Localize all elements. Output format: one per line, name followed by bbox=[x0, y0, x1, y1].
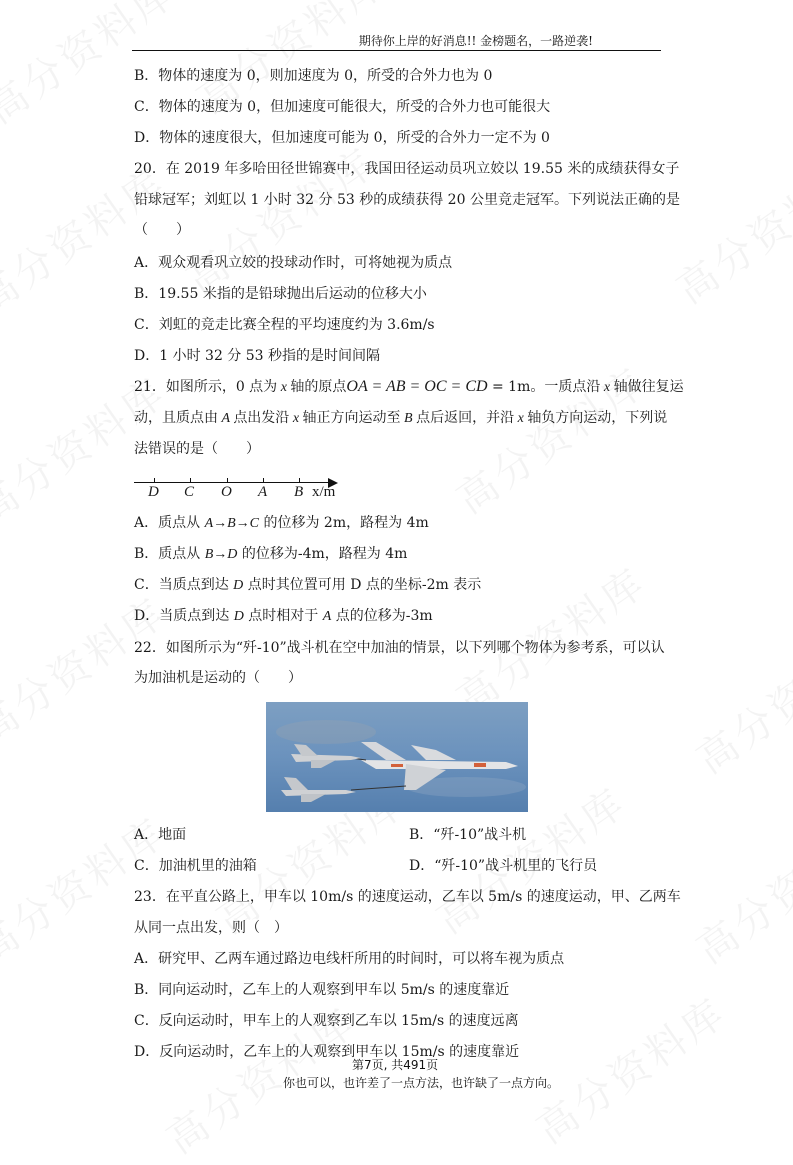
q22-option-a bbox=[134, 825, 186, 845]
option-label: B． bbox=[134, 68, 159, 84]
q20-option-a bbox=[134, 253, 452, 273]
option-text: 刘虹的竞走比赛全程的平均速度约为 3.6m/s bbox=[158, 317, 435, 333]
q23-stem-line2: 从同一点出发，则（ ） bbox=[134, 920, 288, 936]
header-slogan: 期待你上岸的好消息!! 金榜题名，一路逆袭! bbox=[358, 34, 593, 48]
q22-stem-line2: 为加油机是运动的（ ） bbox=[134, 670, 302, 686]
option-label: D． bbox=[409, 858, 435, 874]
q21-stem bbox=[134, 377, 684, 398]
q21-option-a bbox=[134, 513, 429, 534]
option-label: B． bbox=[134, 982, 159, 998]
number-line-figure bbox=[134, 476, 344, 502]
q23-option-a bbox=[134, 949, 564, 969]
watermark bbox=[174, 132, 387, 305]
q20-stem bbox=[134, 159, 679, 179]
stem-text: 如图所示，0 点为 bbox=[165, 379, 278, 395]
stem-text: 轴负方向运动，下列说 bbox=[527, 410, 668, 426]
equation: OA = AB = OC = CD bbox=[346, 378, 488, 395]
aircraft-illustration bbox=[266, 702, 528, 812]
option-text: 点时相对于 bbox=[243, 608, 323, 624]
option-label: C． bbox=[134, 1013, 159, 1029]
var-x: x bbox=[600, 380, 614, 395]
q19-option-d bbox=[134, 128, 550, 148]
point-label-c: C bbox=[184, 484, 195, 500]
option-text: 的位移为 2m，路程为 4m bbox=[259, 515, 429, 531]
q21-option-c bbox=[134, 575, 481, 596]
q21-option-b bbox=[134, 544, 407, 565]
option-label: A． bbox=[134, 951, 159, 967]
var-a: A bbox=[218, 411, 234, 426]
stem-text: 轴做往复运 bbox=[613, 379, 684, 395]
var-x: x bbox=[514, 411, 528, 426]
q21-option-d bbox=[134, 606, 433, 627]
option-text: 物体的速度为 0，但加速度可能很大，所受的合外力也可能很大 bbox=[158, 99, 551, 115]
tick-d bbox=[154, 478, 155, 483]
q22-option-d bbox=[409, 856, 597, 876]
page-number: 第7页, 共491页 bbox=[352, 1058, 439, 1072]
option-text: 反向运动时，甲车上的人观察到乙车以 15m/s 的速度远离 bbox=[158, 1013, 519, 1029]
option-label: B． bbox=[134, 546, 159, 562]
stem-text: 在平直公路上，甲车以 10m/s 的速度运动，乙车以 5m/s 的速度运动，甲、乙两车 bbox=[165, 889, 681, 905]
q23-option-c bbox=[134, 1011, 519, 1031]
watermark bbox=[664, 142, 793, 315]
option-text: “歼-10”战斗机里的飞行员 bbox=[434, 858, 598, 874]
path-expr: D bbox=[233, 609, 244, 624]
option-label: B． bbox=[409, 827, 434, 843]
stem-text: 动，且质点由 bbox=[134, 410, 218, 426]
watermark bbox=[684, 802, 793, 975]
question-number: 22． bbox=[134, 640, 166, 656]
q20-option-d bbox=[134, 346, 380, 366]
stem-text: = 1m。一质点沿 bbox=[487, 379, 601, 395]
option-label: C． bbox=[134, 317, 159, 333]
q19-option-c bbox=[134, 97, 550, 117]
axis-unit-label: x/m bbox=[312, 484, 336, 500]
stem-text: 如图所示为“歼-10”战斗机在空中加油的情景，以下列哪个物体为参考系，可以认 bbox=[165, 640, 665, 656]
tick-c bbox=[190, 478, 191, 483]
var-x: x bbox=[289, 411, 303, 426]
tick-a bbox=[263, 478, 264, 483]
tick-b bbox=[299, 478, 300, 483]
option-text: 点时其位置可用 D 点的坐标-2m 表示 bbox=[243, 577, 482, 593]
q23-option-d bbox=[134, 1042, 519, 1062]
q22-option-c bbox=[134, 856, 257, 876]
stem-text: 轴正方向运动至 bbox=[302, 410, 401, 426]
q20-option-b bbox=[134, 284, 427, 304]
q20-answer-blank: （ ） bbox=[134, 222, 190, 238]
question-number: 20． bbox=[134, 161, 166, 177]
option-label: C． bbox=[134, 99, 159, 115]
option-text: 质点从 bbox=[158, 546, 205, 562]
option-label: D． bbox=[134, 130, 160, 146]
option-text: 点的位移为-3m bbox=[331, 608, 433, 624]
option-label: D． bbox=[134, 348, 160, 364]
q23-stem bbox=[134, 887, 681, 907]
stem-text: 点后返回，并沿 bbox=[416, 410, 515, 426]
option-label: C． bbox=[134, 858, 159, 874]
q21-stem-line3: 法错误的是（ ） bbox=[134, 441, 260, 457]
point-label-d: D bbox=[148, 484, 159, 500]
q20-option-c bbox=[134, 315, 435, 335]
q21-stem-line2 bbox=[134, 408, 667, 429]
question-number: 21． bbox=[134, 379, 166, 395]
stem-text: 点出发沿 bbox=[233, 410, 290, 426]
var-b: B bbox=[400, 411, 417, 426]
option-text: 当质点到达 bbox=[158, 577, 234, 593]
q19-option-b bbox=[134, 66, 492, 86]
option-text: 1 小时 32 分 53 秒指的是时间间隔 bbox=[159, 348, 381, 364]
q23-option-b bbox=[134, 980, 509, 1000]
stem-text: 轴的原点 bbox=[290, 379, 347, 395]
question-number: 23． bbox=[134, 889, 166, 905]
path-expr: A bbox=[322, 609, 332, 624]
page-header bbox=[132, 34, 661, 51]
option-text: 质点从 bbox=[158, 515, 205, 531]
option-label: C． bbox=[134, 577, 159, 593]
stem-text: 在 2019 年多哈田径世锦赛中，我国田径运动员巩立姣以 19.55 米的成绩获得女子 bbox=[165, 161, 680, 177]
option-label: B． bbox=[134, 286, 159, 302]
watermark bbox=[524, 982, 737, 1155]
option-text: 观众观看巩立姣的投球动作时，可将她视为质点 bbox=[158, 255, 453, 271]
watermark bbox=[684, 612, 793, 785]
q20-stem-line2: 铅球冠军；刘虹以 1 小时 32 分 53 秒的成绩获得 20 公里竞走冠军。下列说法正确的是 bbox=[134, 192, 680, 208]
option-text: 地面 bbox=[158, 827, 187, 843]
option-text: 物体的速度为 0，则加速度为 0，所受的合外力也为 0 bbox=[158, 68, 493, 84]
option-text: 同向运动时，乙车上的人观察到甲车以 5m/s 的速度靠近 bbox=[158, 982, 510, 998]
path-expr: B→D bbox=[204, 547, 238, 562]
var-x: x bbox=[277, 380, 291, 395]
q22-stem bbox=[134, 638, 665, 658]
option-label: A． bbox=[134, 515, 159, 531]
option-text: 19.55 米指的是铅球抛出后运动的位移大小 bbox=[158, 286, 427, 302]
option-text: “歼-10”战斗机 bbox=[433, 827, 527, 843]
tick-o bbox=[227, 478, 228, 483]
option-label: D． bbox=[134, 1044, 160, 1060]
option-label: D． bbox=[134, 608, 160, 624]
option-label: A． bbox=[134, 827, 159, 843]
option-text: 的位移为-4m，路程为 4m bbox=[237, 546, 408, 562]
footer-quote: 你也可以，也许差了一点方法，也许缺了一点方向。 bbox=[283, 1076, 560, 1090]
point-label-o: O bbox=[221, 484, 232, 500]
option-text: 物体的速度很大，但加速度可能为 0，所受的合外力一定不为 0 bbox=[159, 130, 550, 146]
option-text: 研究甲、乙两车通过路边电线杆所用的时间时，可以将车视为质点 bbox=[158, 951, 565, 967]
option-text: 加油机里的油箱 bbox=[158, 858, 257, 874]
point-label-b: B bbox=[294, 484, 304, 500]
point-label-a: A bbox=[258, 484, 268, 500]
aerial-refueling-photo bbox=[266, 702, 528, 812]
q22-option-b bbox=[409, 825, 526, 845]
option-text: 反向运动时，乙车上的人观察到甲车以 15m/s 的速度靠近 bbox=[159, 1044, 520, 1060]
option-label: A． bbox=[134, 255, 159, 271]
path-expr: D bbox=[233, 578, 244, 593]
path-expr: A→B→C bbox=[204, 516, 260, 531]
option-text: 当质点到达 bbox=[159, 608, 234, 624]
